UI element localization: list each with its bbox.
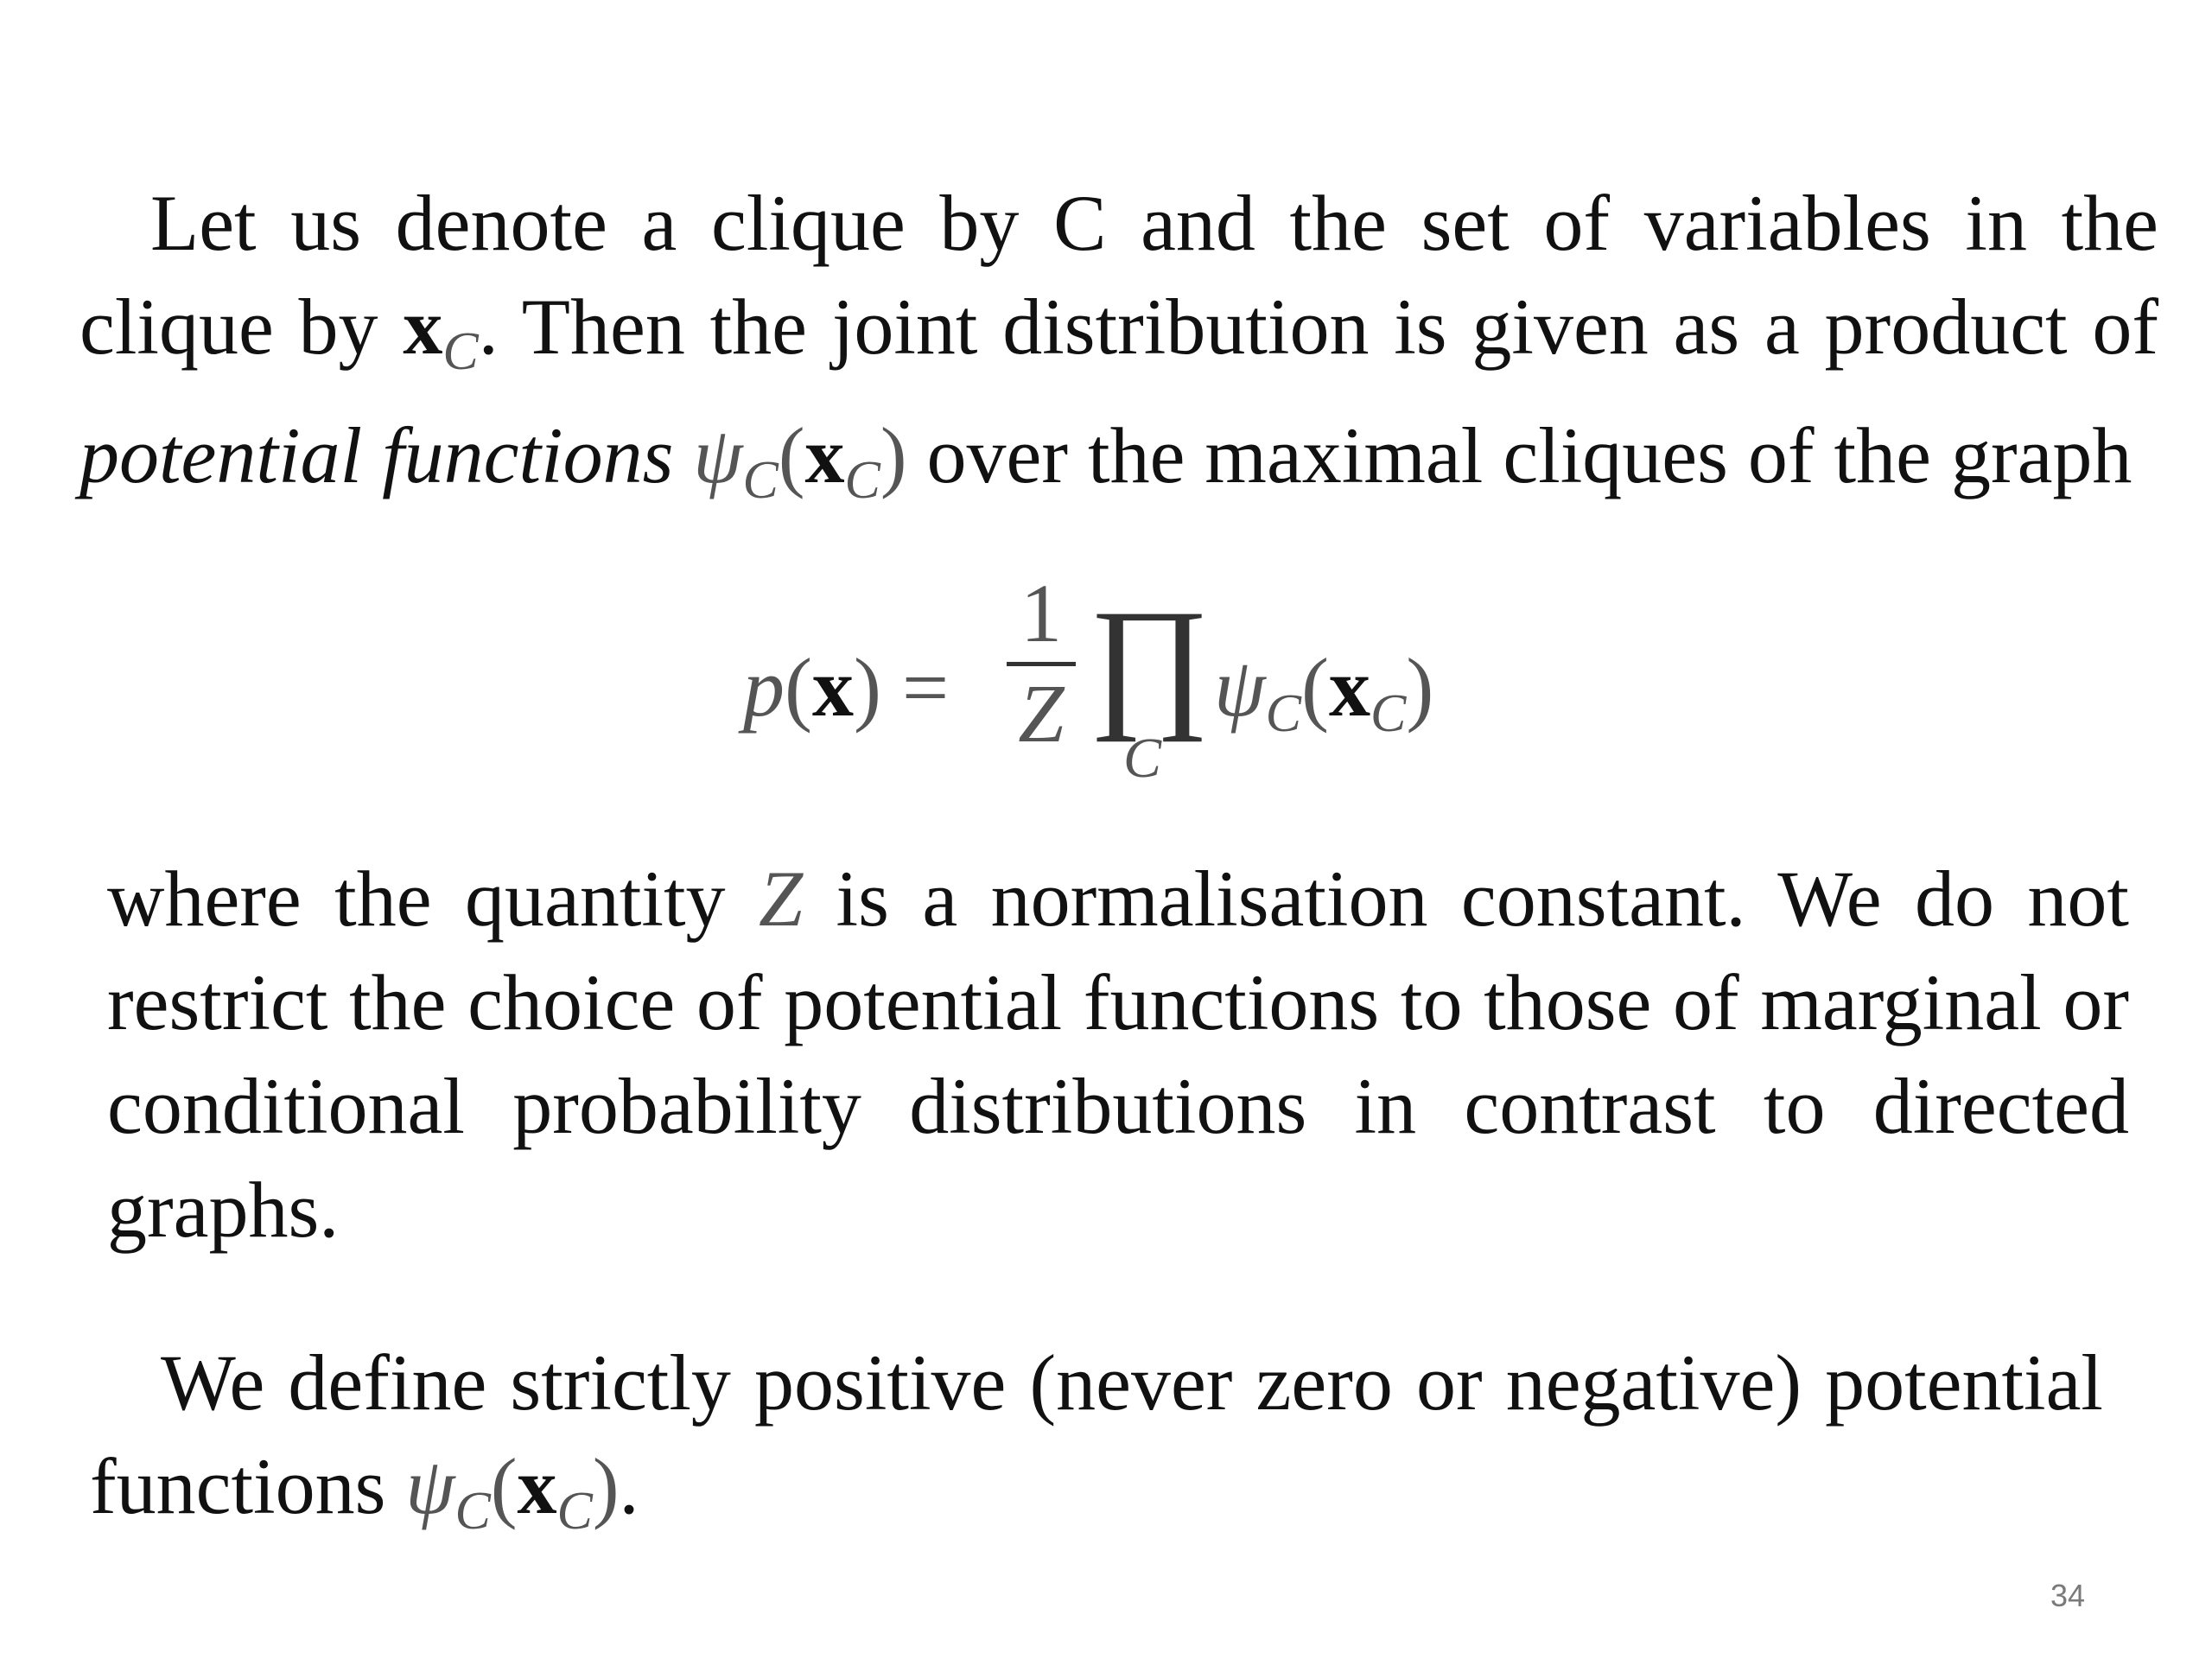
math-x-bold: x [1328, 641, 1370, 734]
math-subscript: C [442, 322, 479, 381]
math-x-bold: x [811, 641, 854, 734]
math-equals: = [880, 641, 950, 734]
paragraph-clique-definition [79, 171, 2158, 532]
math-paren-close: ) [1406, 641, 1434, 734]
math-subscript: C [454, 1482, 491, 1541]
math-subscript: C [844, 451, 880, 510]
paragraph-normalisation [107, 847, 2129, 1262]
product-subscript: C [1123, 727, 1162, 790]
math-subscript: C [556, 1482, 593, 1541]
math-paren-close: ) [853, 641, 881, 734]
text: over the maximal cliques of the graph [906, 411, 2133, 499]
math-paren-open: ( [778, 411, 805, 499]
math-subscript: C [742, 451, 779, 510]
paragraph-positive-potentials [90, 1331, 2103, 1563]
math-paren-close: ) [880, 411, 907, 499]
math-x-bold: x [403, 283, 443, 371]
text: We define strictly positive (never zero or negative) potential functions [90, 1338, 2103, 1530]
fraction [1007, 567, 1076, 761]
fraction-denominator: Z [1018, 667, 1065, 760]
equation-rhs [1214, 639, 1433, 745]
text: Let us denote a clique by C and the set of variables in the clique by [79, 179, 2158, 371]
page-number: 34 [2050, 1578, 2085, 1613]
fraction-numerator: 1 [1020, 567, 1062, 659]
equation-lhs [743, 639, 949, 735]
math-paren-open: ( [1300, 641, 1329, 734]
math-psi: ψ [693, 411, 743, 499]
display-equation [743, 567, 1486, 795]
math-p: p [743, 641, 785, 734]
text: is a normalisation constant. We do not restrict the choice of potential functions to those of marginal or conditional probability distributions in contrast to directed graphs. [107, 855, 2129, 1254]
text: where the quantity [107, 855, 759, 943]
math-x-bold: x [517, 1442, 557, 1530]
math-subscript: C [1370, 684, 1407, 743]
text: . [619, 1442, 639, 1530]
math-x-bold: x [804, 411, 845, 499]
math-subscript: C [1265, 684, 1301, 743]
math-paren-close: ) [592, 1442, 620, 1530]
math-z: Z [758, 855, 804, 943]
math-psi: ψ [1214, 641, 1266, 734]
math-psi: ψ [405, 1442, 455, 1530]
product-symbol: ∏ [1089, 580, 1210, 742]
emphasis-text: potential functions [79, 411, 674, 499]
math-paren-open: ( [785, 641, 812, 734]
text: . Then the joint distribution is given as a product of [478, 283, 2158, 371]
math-paren-open: ( [490, 1442, 518, 1530]
